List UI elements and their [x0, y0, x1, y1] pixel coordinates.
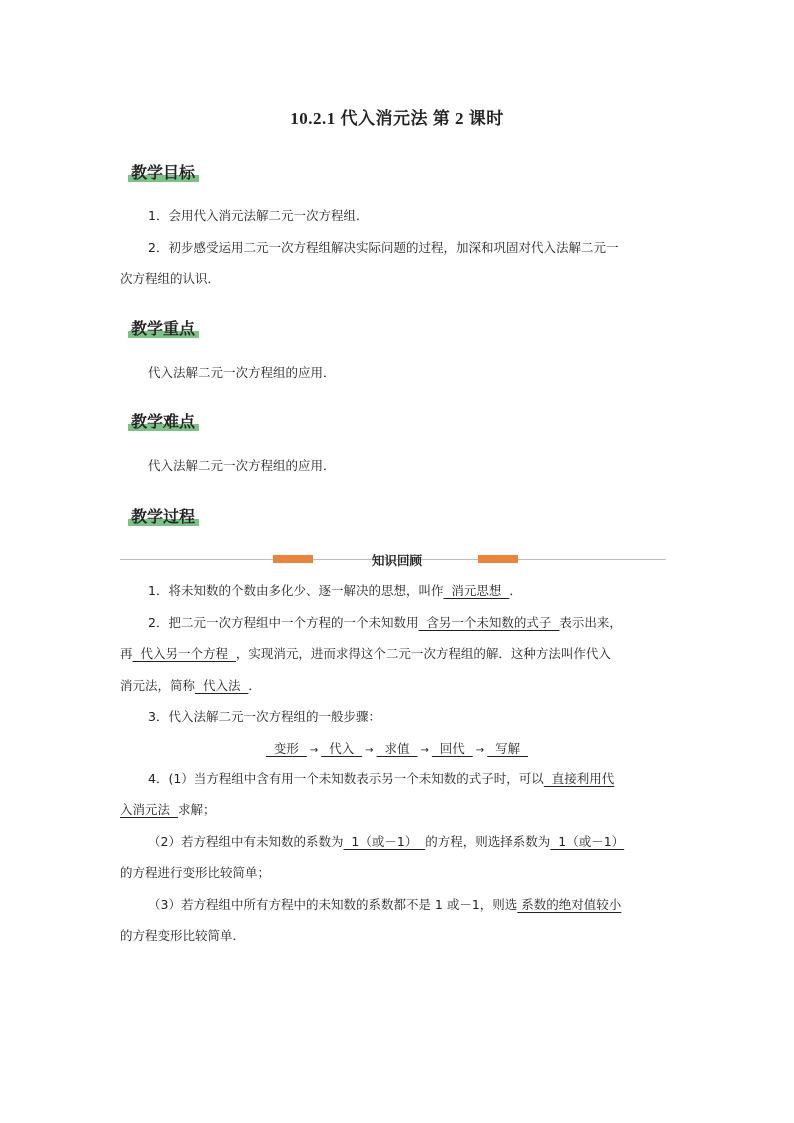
step-1: 变形 — [265, 741, 307, 756]
section-heading-difficulties: 教学难点 — [128, 411, 199, 433]
section-heading-objectives: 教学目标 — [128, 162, 199, 184]
review-item-4b-end: 求解； — [177, 802, 216, 817]
review-item-4a-answer: 直接利用代 — [543, 771, 615, 786]
review-item-1-answer: 消元思想 — [443, 583, 510, 598]
key-points-text: 代入法解二元一次方程组的应用． — [148, 365, 336, 380]
review-item-4a-text: 4．(1）当方程组中含有用一个未知数表示另一个未知数的式子时，可以 — [148, 771, 544, 786]
review-item-4c-answer-1: 1（或－1） — [343, 834, 426, 849]
review-item-2a-text: 2．把二元一次方程组中一个方程的一个未知数用 — [148, 615, 419, 630]
step-3: 求值 — [376, 741, 418, 756]
review-item-1-end: ． — [509, 583, 522, 598]
objective-item-2-line-2: 次方程组的认识． — [120, 271, 221, 286]
arrow-icon: → — [475, 745, 485, 756]
review-item-2c-end: ． — [248, 678, 261, 693]
review-item-2-line-1 — [148, 614, 622, 632]
review-item-4b-answer: 入消元法 — [120, 802, 178, 817]
review-item-2b-answer: 代入另一个方程 — [132, 646, 236, 661]
review-item-4-part-2-line-2: 的方程进行变形比较简单； — [120, 865, 271, 880]
review-item-4-line-2 — [120, 801, 215, 819]
review-label: 知识回顾 — [371, 553, 422, 568]
objective-item-1: 1．会用代入消元法解二元一次方程组． — [148, 208, 369, 223]
page-title: 10.2.1 代入消元法 第 2 课时 — [290, 109, 504, 128]
solution-steps-row — [0, 739, 794, 757]
review-item-4e-answer: 系数的绝对值较小 — [517, 897, 622, 912]
review-item-4-part-3-line-1 — [148, 896, 621, 914]
review-item-2b-text: 再 — [120, 646, 133, 661]
objective-item-2-line-1: 2．初步感受运用二元一次方程组解决实际问题的过程，加深和巩固对代入法解二元一 — [148, 240, 619, 255]
review-item-2c-answer: 代入法 — [195, 678, 249, 693]
review-item-4-part-2-line-1 — [148, 833, 624, 851]
arrow-icon: → — [365, 745, 374, 756]
difficulties-text: 代入法解二元一次方程组的应用． — [148, 458, 336, 473]
step-5: 写解 — [487, 741, 529, 756]
review-item-2a-answer: 含另一个未知数的式子 — [418, 615, 560, 630]
section-heading-key-points: 教学重点 — [128, 318, 199, 340]
review-item-4c-answer-2: 1（或－1） — [550, 834, 625, 849]
arrow-icon: → — [420, 745, 429, 756]
review-item-4c-text: （2）若方程组中有未知数的系数为 — [148, 834, 344, 849]
review-item-2-line-3 — [120, 677, 261, 695]
review-item-4-line-1 — [148, 770, 614, 788]
review-item-2b-end: ，实现消元，进而求得这个二元一次方程组的解．这种方法叫作代入 — [235, 646, 611, 661]
step-4: 回代 — [431, 741, 473, 756]
review-item-2c-text: 消元法，简称 — [120, 678, 196, 693]
step-2: 代入 — [321, 741, 363, 756]
review-item-4e-text: （3）若方程组中所有方程中的未知数的系数都不是 1 或－1，则选 — [148, 897, 518, 912]
review-item-2a-end: 表示出来， — [559, 615, 622, 630]
review-item-1 — [148, 582, 522, 600]
review-item-1-text: 1．将未知数的个数由多化少、逐一解决的思想，叫作 — [148, 583, 444, 598]
section-heading-process: 教学过程 — [128, 506, 199, 528]
arrow-icon: → — [309, 745, 319, 756]
review-item-3: 3．代入法解二元一次方程组的一般步骤： — [148, 709, 381, 724]
review-item-4c-mid: 的方程，则选择系数为 — [425, 834, 551, 849]
review-item-2-line-2 — [120, 645, 611, 663]
review-item-4-part-3-line-2: 的方程变形比较简单． — [120, 928, 246, 943]
